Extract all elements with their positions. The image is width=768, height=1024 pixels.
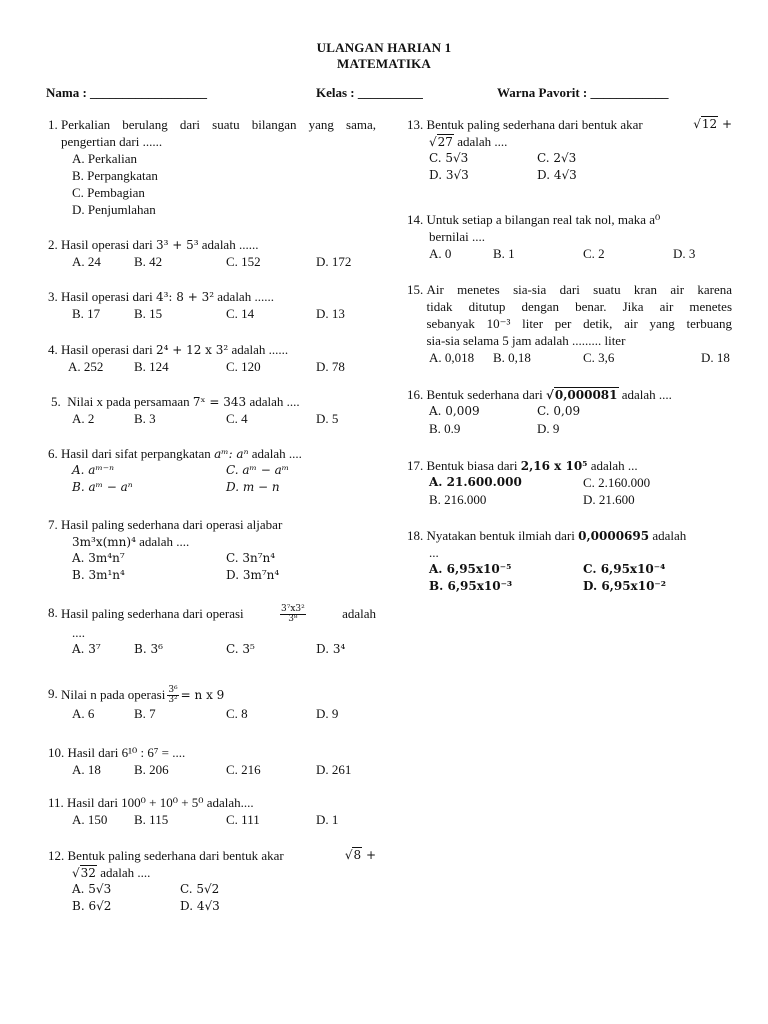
option-b[interactable]: B. 115 — [134, 811, 169, 827]
question-text: Hasil dari 100⁰ + 10⁰ + 5⁰ adalah.... — [67, 795, 254, 810]
option-b[interactable]: B. 0.9 — [429, 420, 461, 436]
option-d[interactable]: D. Penjumlahan — [72, 201, 156, 217]
option-a[interactable]: A. 150 — [72, 811, 108, 827]
option-a[interactable]: A. 0,009 — [429, 403, 480, 418]
question-text: Hasil dari 6¹⁰ : 6⁷ = .... — [67, 745, 186, 760]
option-c[interactable]: C. 5√3 — [429, 150, 469, 165]
question-7: 7. Hasil paling sederhana dari operasi aljabar 3m³x(mn)⁴ adalah .... A. 3m⁴n⁷ C. 3n⁷n⁴ B. 3m¹n⁴ D. 3m⁷n⁴ — [48, 517, 376, 585]
option-d[interactable]: D. 78 — [316, 358, 345, 374]
option-c-2[interactable]: C. 2√3 — [537, 150, 577, 165]
question-2: 2. Hasil operasi dari 3³ + 5³ adalah ...... A. 24 B. 42 C. 152 D. 172 — [48, 237, 352, 269]
math-expression: 2,16 x 10⁵ — [520, 459, 588, 473]
option-c[interactable]: C. 2.160.000 — [583, 474, 651, 490]
question-12: 12. Bentuk paling sederhana dari bentuk akar √8 + √32 adalah .... A. 5√3 C. 5√2 B. 6√2 D. 4√3 — [48, 848, 376, 913]
option-a[interactable]: A. 18 — [72, 761, 101, 777]
option-c[interactable]: C. 0,09 — [537, 403, 581, 418]
option-a[interactable]: B. 17 — [72, 305, 101, 321]
option-d[interactable]: D. 4√3 — [180, 898, 220, 913]
option-d[interactable]: D. 3⁴ — [316, 641, 346, 656]
option-c[interactable]: C. aᵐ − aᵐ — [226, 462, 290, 477]
nama-field[interactable]: Nama : __________________ — [46, 85, 208, 100]
question-text: Perkalian berulang dari suatu bilangan yang sama, pengertian dari ...... — [61, 117, 376, 149]
question-16: 16. Bentuk sederhana dari √0,000081 adalah .... A. 0,009 C. 0,09 B. 0.9 D. 9 — [407, 387, 672, 436]
option-a[interactable]: A. 6,95x10⁻⁵ — [429, 561, 512, 576]
option-d[interactable]: D. 3m⁷n⁴ — [226, 567, 280, 582]
question-text: Bentuk paling sederhana dari bentuk akar — [426, 117, 643, 132]
radical: √8 — [344, 848, 362, 862]
option-c[interactable]: C. 4 — [226, 410, 248, 426]
option-a[interactable]: A. 252 — [68, 358, 104, 374]
option-c[interactable]: C. 5√2 — [180, 881, 220, 896]
question-1: 1. Perkalian berulang dari suatu bilangan yang sama, pengertian dari ...... A. Perkalian B. Perpangkatan C. Pembagian D. Penjumlahan — [48, 117, 376, 217]
math-expression: 0,0000695 — [578, 529, 650, 543]
option-b[interactable]: B. Perpangkatan — [72, 167, 158, 183]
option-d[interactable]: D. 172 — [316, 253, 352, 269]
option-b[interactable]: B. 15 — [134, 305, 163, 321]
option-c[interactable]: C. 152 — [226, 253, 261, 269]
question-text: Hasil paling sederhana dari operasi — [61, 606, 244, 622]
radical: √27 — [429, 134, 453, 149]
math-expression: 4³: 8 + 3² — [155, 290, 215, 304]
option-d[interactable]: D. 261 — [316, 761, 352, 777]
question-6: 6. Hasil dari sifat perpangkatan aᵐ: aⁿ adalah .... A. aᵐ⁻ⁿ C. aᵐ − aᵐ B. aᵐ − aⁿ D. m − n — [48, 446, 302, 494]
option-a[interactable]: A. 21.600.000 — [429, 474, 522, 489]
option-b[interactable]: B. 1 — [493, 245, 515, 261]
option-d[interactable]: D. 13 — [316, 305, 345, 321]
radical: √32 — [72, 865, 96, 880]
option-c[interactable]: C. 3,6 — [583, 349, 615, 365]
question-14: 14. Untuk setiap a bilangan real tak nol, maka a⁰ bernilai .... A. 0 B. 1 C. 2 D. 3 — [407, 212, 732, 263]
math-expression: 7ˣ = 343 — [192, 395, 247, 409]
question-text: Bentuk paling sederhana dari bentuk akar — [67, 848, 284, 863]
option-b[interactable]: B. 3m¹n⁴ — [72, 567, 125, 582]
option-d-2[interactable]: D. 4√3 — [537, 167, 577, 182]
kelas-field[interactable]: Kelas : __________ — [316, 85, 423, 100]
math-expression: 2⁴ + 12 x 3² — [155, 343, 229, 357]
option-d[interactable]: D. 3√3 — [429, 167, 469, 182]
option-b[interactable]: B. 124 — [134, 358, 169, 374]
question-15: 15. Air menetes sia-sia dari suatu kran air karena tidak ditutup dengan benar. Jika air menetes sebanyak 10⁻³ liter per detik, air yang terbuang sia-sia selama 5 jam adalah ......... liter A. 0,018 B. 0,18 C. 3,6 D. 18 — [407, 282, 732, 365]
question-10: 10. Hasil dari 6¹⁰ : 6⁷ = .... A. 18 B. 206 C. 216 D. 261 — [48, 745, 376, 779]
fraction: $\frac{\text{3⁶}}{\text{3²}}$ — [168, 685, 178, 706]
option-a[interactable]: A. Perkalian — [72, 150, 137, 166]
option-a[interactable]: A. 5√3 — [72, 881, 112, 896]
option-c[interactable]: C. 3n⁷n⁴ — [226, 550, 276, 565]
option-c[interactable]: C. 111 — [226, 811, 260, 827]
option-b[interactable]: B. 6√2 — [72, 898, 112, 913]
option-d[interactable]: D. 9 — [316, 705, 339, 721]
math-expression: aᵐ: aⁿ — [214, 447, 249, 461]
question-text: Untuk setiap a bilangan real tak nol, maka a⁰ — [426, 212, 661, 227]
option-d[interactable]: D. 1 — [316, 811, 339, 827]
option-c[interactable]: C. Pembagian — [72, 184, 145, 200]
option-c[interactable]: C. 6,95x10⁻⁴ — [583, 561, 666, 576]
option-c[interactable]: C. 216 — [226, 761, 261, 777]
option-d[interactable]: D. 21.600 — [583, 491, 635, 507]
option-d[interactable]: D. 6,95x10⁻² — [583, 578, 667, 593]
question-5: 5. Nilai x pada persamaan 7ˣ = 343 adalah .... A. 2 B. 3 C. 4 D. 5 — [51, 394, 339, 426]
question-text: Nilai n pada operasi — [61, 686, 166, 702]
option-c[interactable]: C. 14 — [226, 305, 255, 321]
option-d[interactable]: D. 9 — [537, 420, 560, 436]
warna-pavorit-field[interactable]: Warna Pavorit : ____________ — [497, 85, 669, 100]
exam-title: ULANGAN HARIAN 1 — [316, 40, 452, 55]
option-c[interactable]: C. 8 — [226, 705, 248, 721]
question-4: 4. Hasil operasi dari 2⁴ + 12 x 3² adalah ...... A. 252 B. 124 C. 120 D. 78 — [48, 342, 345, 374]
option-b[interactable]: B. 42 — [134, 253, 163, 269]
option-a[interactable]: A. 3m⁴n⁷ — [72, 550, 125, 565]
fraction: $\frac{\text{3⁷x3²}}{\text{3⁸}}$ — [280, 604, 305, 625]
option-a[interactable]: A. 24 — [72, 253, 101, 269]
question-17: 17. Bentuk biasa dari 2,16 x 10⁵ adalah ... A. 21.600.000 C. 2.160.000 B. 216.000 D. 21.600 — [407, 458, 651, 507]
option-c[interactable]: C. 2 — [583, 245, 605, 261]
question-8: 8. Hasil paling sederhana dari operasi $\frac{\text{3⁷x3²}}{\text{3⁸}}$ adalah .... A. 3⁷ B. 3⁶ C. 3⁵ D. 3⁴ — [48, 604, 376, 656]
exam-subject: MATEMATIKA — [337, 56, 431, 71]
radical: √0,000081 — [545, 388, 618, 402]
option-c[interactable]: C. 3⁵ — [226, 641, 255, 656]
option-a[interactable]: A. 3⁷ — [72, 641, 101, 656]
radical: √12 — [693, 117, 718, 131]
option-c[interactable]: C. 120 — [226, 358, 261, 374]
option-a[interactable]: A. aᵐ⁻ⁿ — [72, 462, 115, 477]
option-b[interactable]: B. aᵐ − aⁿ — [72, 479, 133, 494]
option-d[interactable]: D. 3 — [673, 245, 696, 261]
option-b[interactable]: B. 216.000 — [429, 491, 487, 507]
question-text: Hasil paling sederhana dari operasi aljabar — [61, 517, 283, 532]
option-a[interactable]: A. 6 — [72, 705, 95, 721]
math-expression: 3³ + 5³ — [155, 238, 199, 252]
option-d[interactable]: D. m − n — [226, 479, 280, 494]
option-b[interactable]: B. 206 — [134, 761, 169, 777]
option-b[interactable]: B. 7 — [134, 705, 156, 721]
option-b[interactable]: B. 0,18 — [493, 349, 531, 365]
option-b[interactable]: B. 6,95x10⁻³ — [429, 578, 513, 593]
option-b[interactable]: B. 3 — [134, 410, 156, 426]
option-a[interactable]: A. 2 — [72, 410, 95, 426]
option-d[interactable]: D. 5 — [316, 410, 339, 426]
question-11: 11. Hasil dari 100⁰ + 10⁰ + 5⁰ adalah.... A. 150 B. 115 C. 111 D. 1 — [48, 795, 376, 829]
question-18: 18. Nyatakan bentuk ilmiah dari 0,0000695 adalah ... A. 6,95x10⁻⁵ C. 6,95x10⁻⁴ B. 6,95x10⁻³ D. 6,95x10⁻² — [407, 528, 687, 593]
option-a[interactable]: A. 0,018 — [429, 349, 475, 365]
question-3: 3. Hasil operasi dari 4³: 8 + 3² adalah ...... B. 17 B. 15 C. 14 D. 13 — [48, 289, 345, 321]
question-13: 13. Bentuk paling sederhana dari bentuk akar √12 + √27 adalah .... C. 5√3 C. 2√3 D. 3√3 D. 4√3 — [407, 117, 732, 182]
question-9: 9. Nilai n pada operasi $\frac{\text{3⁶}}{\text{3²}}$ = n x 9 A. 6 B. 7 C. 8 D. 9 — [48, 685, 339, 721]
option-a[interactable]: A. 0 — [429, 245, 452, 261]
option-d[interactable]: D. 18 — [701, 349, 730, 365]
math-expression: 3m³x(mn)⁴ — [72, 534, 136, 549]
option-b[interactable]: B. 3⁶ — [134, 641, 163, 656]
